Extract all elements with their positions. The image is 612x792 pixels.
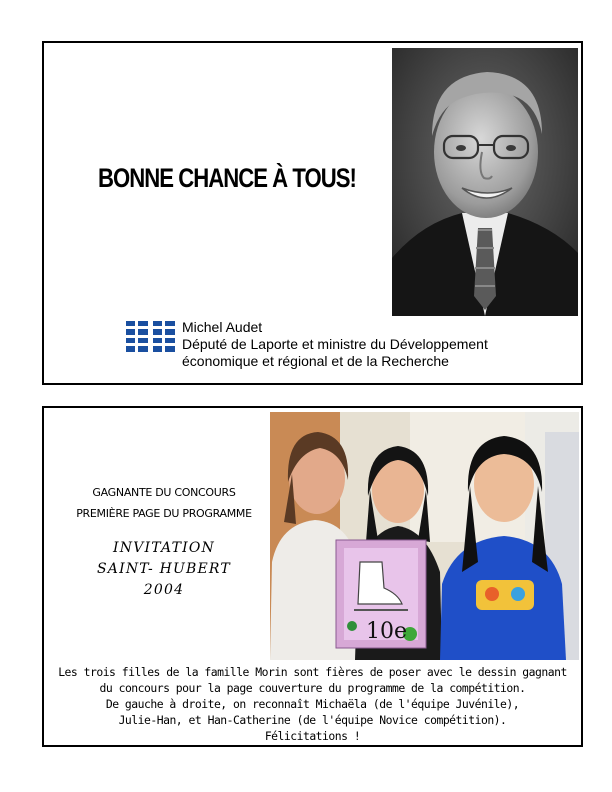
caption-line: du concours pour la page couverture du programme de la compétition. <box>99 681 526 695</box>
message-panel <box>42 41 583 385</box>
quebec-flag-icon <box>126 338 178 352</box>
invitation-line-3: 2004 <box>143 582 185 598</box>
caption-line: Félicitations ! <box>264 729 361 743</box>
invitation-line-2: SAINT- HUBERT <box>97 561 231 577</box>
drawing-label: 10e <box>366 619 408 644</box>
quebec-flag-icon <box>126 321 178 335</box>
winners-photo <box>270 412 579 660</box>
caption-line: Les trois filles de la famille Morin sont fières de poser avec le dessin gagnant <box>58 665 567 679</box>
photo-caption <box>50 664 575 744</box>
signature-title-line-1: Député de Laporte et ministre du Développement <box>182 336 488 352</box>
contest-panel <box>42 406 583 747</box>
contest-heading <box>64 482 264 524</box>
invitation-title <box>64 538 264 601</box>
signature-title-line-2: économique et régional et de la Recherche <box>182 353 449 369</box>
contest-line-1: GAGNANTE DU CONCOURS <box>92 486 236 499</box>
portrait-photo <box>392 48 578 316</box>
contest-line-2: PREMIÈRE PAGE DU PROGRAMME <box>76 507 252 520</box>
headline: BONNE CHANCE À TOUS! <box>98 163 356 193</box>
caption-line: Julie-Han, et Han-Catherine (de l'équipe Novice compétition). <box>118 713 507 727</box>
invitation-line-1: INVITATION <box>113 540 215 556</box>
signature-block <box>126 319 566 370</box>
signature-name: Michel Audet <box>182 319 263 335</box>
caption-line: De gauche à droite, on reconnaît Michaëla (de l'équipe Juvénile), <box>105 697 520 711</box>
